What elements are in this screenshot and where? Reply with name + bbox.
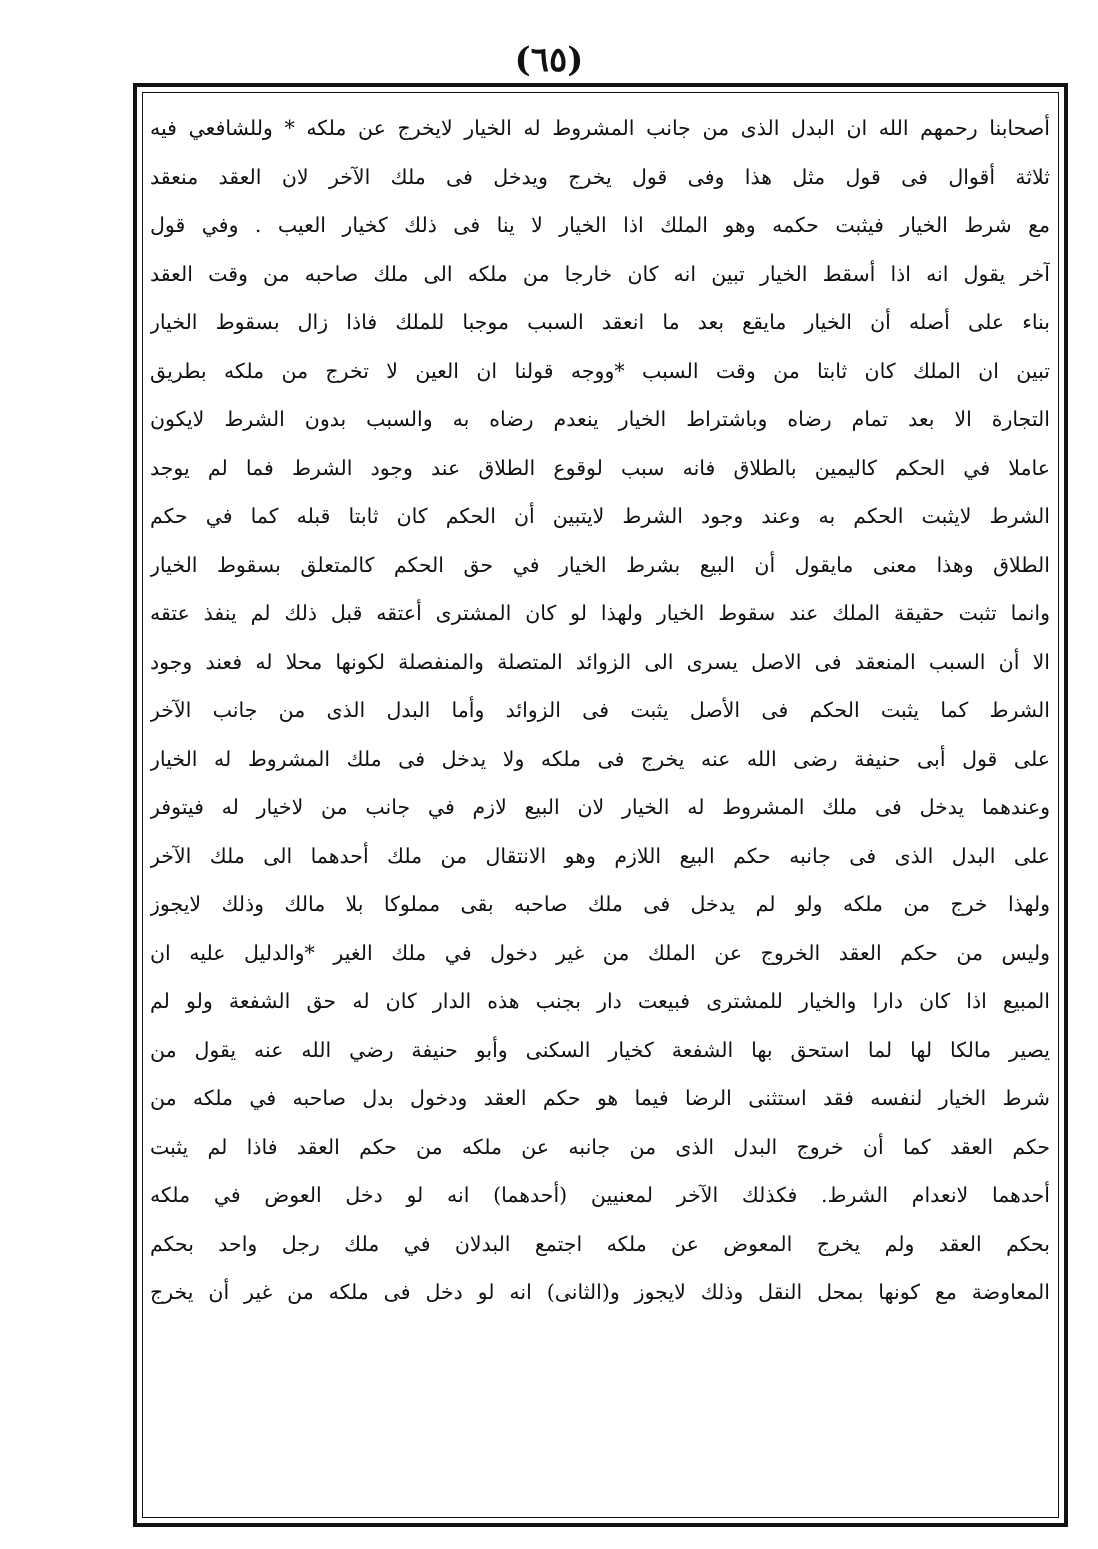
text-line: عاملا في الحكم كاليمين بالطلاق فانه سبب لوقوع الطلاق عند وجود الشرط فما لم يوجد (150, 455, 1050, 480)
text-line: الطلاق وهذا معنى مايقول أن البيع بشرط الخيار في حق الحكم كالمتعلق بسقوط الخيار (150, 552, 1050, 577)
text-line: شرط الخيار لنفسه فقد استثنى الرضا فيما هو حكم العقد ودخول بدل صاحبه في ملكه من (150, 1086, 1050, 1110)
text-line: المبيع اذا كان دارا والخيار للمشترى فبيعت دار بجنب هذه الدار كان له حق الشفعة ولو لم (150, 989, 1050, 1013)
text-line: مع شرط الخيار فيثبت حكمه وهو الملك اذا الخيار لا ينا فى ذلك كخيار العيب . وفي قول (150, 213, 1050, 237)
text-line: أصحابنا رحمهم الله ان البدل الذى من جانب المشروط له الخيار لايخرج عن ملكه * وللشافعي فيه (150, 116, 1050, 140)
text-line: الشرط لايثبت الحكم به وعند وجود الشرط لايتبين أن الحكم كان ثابتا قبله كما في حكم (150, 504, 1050, 528)
page-number: (٦٥) (514, 40, 584, 80)
text-line: تبين ان الملك كان ثابتا من وقت السبب *ووجه قولنا ان العين لا تخرج من ملكه بطريق (150, 358, 1050, 383)
text-line: بحكم العقد ولم يخرج المعوض عن ملكه اجتمع البدلان في ملك رجل واحد بحكم (150, 1231, 1050, 1256)
text-line: آخر يقول انه اذا أسقط الخيار تبين انه كان خارجا من ملكه الى ملك صاحبه من وقت العقد (150, 261, 1050, 286)
text-line: الشرط كما يثبت الحكم فى الأصل يثبت فى الزوائد وأما البدل الذى من جانب الآخر (150, 698, 1050, 722)
text-line: ولهذا خرج من ملكه ولو لم يدخل فى ملك صاحبه بقى مملوكا بلا مالك وذلك لايجوز (150, 892, 1050, 916)
text-line: وعندهما يدخل فى ملك المشروط له الخيار لان البيع لازم في جانب من لاخيار له فيتوفر (150, 795, 1050, 819)
text-line: المعاوضة مع كونها بمحل النقل وذلك لايجوز و(الثانى) انه لو دخل فى ملكه من غير أن يخرج (150, 1280, 1050, 1304)
body-text (150, 104, 1050, 1317)
text-line: وليس من حكم العقد الخروج عن الملك من غير دخول في ملك الغير *والدليل عليه ان (150, 940, 1050, 965)
text-line: على قول أبى حنيفة رضى الله عنه يخرج فى ملكه ولا يدخل فى ملك المشروط له الخيار (150, 746, 1050, 771)
text-line: ثلاثة أقوال فى قول مثل هذا وفى قول يخرج ويدخل فى ملك الآخر لان العقد منعقد (150, 164, 1050, 189)
text-line: على البدل الذى فى جانبه حكم البيع اللازم وهو الانتقال من ملك أحدهما الى ملك الآخر (150, 843, 1050, 868)
text-line: أحدهما لانعدام الشرط. فكذلك الآخر لمعنيين (أحدهما) انه لو دخل العوض في ملكه (150, 1183, 1050, 1207)
text-line: الا أن السبب المنعقد فى الاصل يسرى الى الزوائد المتصلة والمنفصلة لكونها محلا له فعند وجود (150, 649, 1050, 674)
text-line: التجارة الا بعد تمام رضاه وباشتراط الخيار ينعدم رضاه به والسبب بدون الشرط لايكون (150, 407, 1050, 431)
text-line: بناء على أصله أن الخيار مايقع بعد ما انعقد السبب موجبا للملك فاذا زال بسقوط الخيار (150, 310, 1050, 334)
text-line: حكم العقد كما أن خروج البدل الذى من جانبه عن ملكه من حكم العقد فاذا لم يثبت (150, 1134, 1050, 1159)
text-line: وانما تثبت حقيقة الملك عند سقوط الخيار ولهذا لو كان المشترى أعتقه قبل ذلك لم ينفذ عتقه (150, 601, 1050, 625)
text-line: يصير مالكا لها لما استحق بها الشفعة كخيار السكنى وأبو حنيفة رضي الله عنه يقول من (150, 1037, 1050, 1062)
